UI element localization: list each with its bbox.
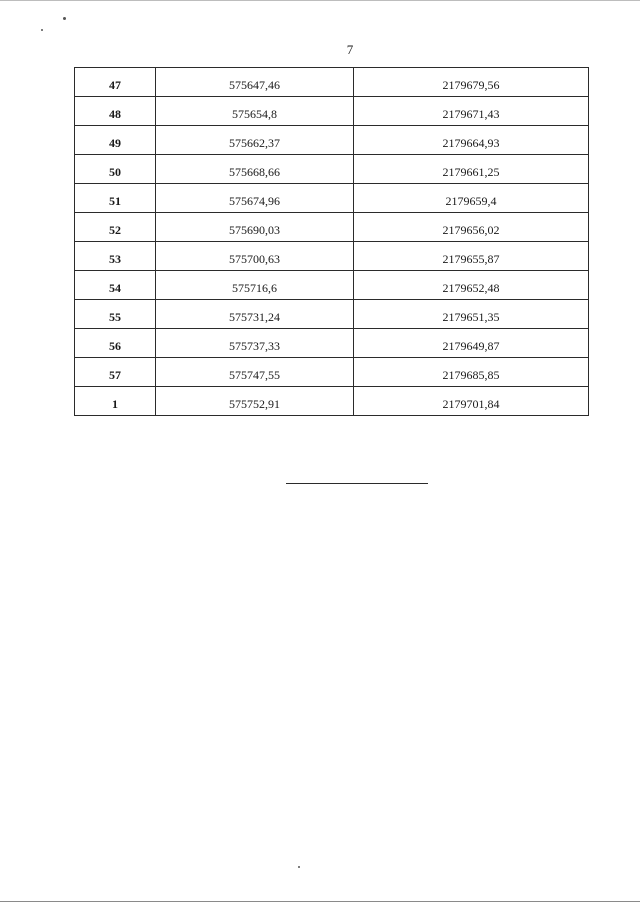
x-coordinate-cell: 575668,66	[156, 155, 354, 184]
y-coordinate-cell: 2179661,25	[354, 155, 589, 184]
point-number-cell: 52	[75, 213, 156, 242]
x-coordinate-cell: 575654,8	[156, 97, 354, 126]
closing-rule	[286, 483, 428, 484]
scan-speck	[63, 17, 66, 20]
x-coordinate-cell: 575690,03	[156, 213, 354, 242]
scan-edge-top	[0, 0, 640, 1]
x-coordinate-cell: 575700,63	[156, 242, 354, 271]
table-row	[75, 242, 589, 271]
scan-speck	[298, 866, 300, 868]
point-number-cell: 50	[75, 155, 156, 184]
x-coordinate-cell: 575647,46	[156, 68, 354, 97]
coordinates-table-body	[75, 68, 589, 416]
point-number-cell: 51	[75, 184, 156, 213]
scan-speck	[41, 29, 43, 31]
y-coordinate-cell: 2179671,43	[354, 97, 589, 126]
point-number-cell: 48	[75, 97, 156, 126]
y-coordinate-cell: 2179685,85	[354, 358, 589, 387]
y-coordinate-cell: 2179656,02	[354, 213, 589, 242]
x-coordinate-cell: 575716,6	[156, 271, 354, 300]
point-number-cell: 47	[75, 68, 156, 97]
y-coordinate-cell: 2179679,56	[354, 68, 589, 97]
table-row	[75, 387, 589, 416]
y-coordinate-cell: 2179651,35	[354, 300, 589, 329]
coordinates-table	[74, 67, 589, 416]
y-coordinate-cell: 2179659,4	[354, 184, 589, 213]
table-row	[75, 126, 589, 155]
table-row	[75, 184, 589, 213]
table-row	[75, 358, 589, 387]
point-number-cell: 49	[75, 126, 156, 155]
x-coordinate-cell: 575731,24	[156, 300, 354, 329]
table-row	[75, 213, 589, 242]
table-row	[75, 97, 589, 126]
y-coordinate-cell: 2179652,48	[354, 271, 589, 300]
y-coordinate-cell: 2179701,84	[354, 387, 589, 416]
page-number: 7	[346, 42, 354, 57]
table-row	[75, 329, 589, 358]
point-number-cell: 1	[75, 387, 156, 416]
point-number-cell: 57	[75, 358, 156, 387]
table-row	[75, 155, 589, 184]
x-coordinate-cell: 575674,96	[156, 184, 354, 213]
table-row	[75, 271, 589, 300]
point-number-cell: 56	[75, 329, 156, 358]
y-coordinate-cell: 2179664,93	[354, 126, 589, 155]
y-coordinate-cell: 2179655,87	[354, 242, 589, 271]
x-coordinate-cell: 575737,33	[156, 329, 354, 358]
x-coordinate-cell: 575752,91	[156, 387, 354, 416]
scan-edge-bottom	[0, 901, 640, 902]
point-number-cell: 53	[75, 242, 156, 271]
point-number-cell: 55	[75, 300, 156, 329]
y-coordinate-cell: 2179649,87	[354, 329, 589, 358]
point-number-cell: 54	[75, 271, 156, 300]
table-row	[75, 300, 589, 329]
table-row	[75, 68, 589, 97]
x-coordinate-cell: 575747,55	[156, 358, 354, 387]
x-coordinate-cell: 575662,37	[156, 126, 354, 155]
